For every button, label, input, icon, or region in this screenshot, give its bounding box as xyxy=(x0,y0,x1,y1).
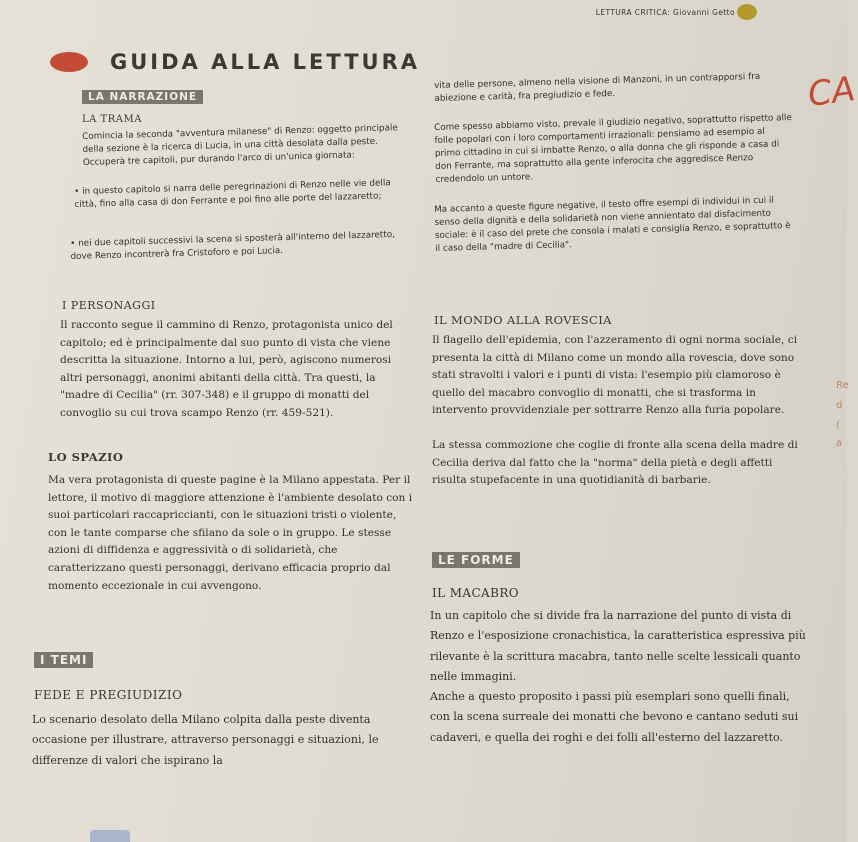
heading-personaggi: I PERSONAGGI xyxy=(62,299,156,312)
heading-rovescia: IL MONDO ALLA ROVESCIA xyxy=(434,313,612,327)
giudizio-paragraph: Come spesso abbiamo visto, prevale il giudizio negativo, soprattutto rispetto alle folle popolari con i loro comportamenti irrazionali: pensiamo ad esempio al primo cittadino in cui si imbatte Renzo, o alla donna che gli risponde a casa di don Ferrante, ma soprattutto alla gente inferocita che aggredisce Renzo credendolo un untore. xyxy=(434,113,792,185)
running-head: LETTURA CRITICA: Giovanni Getto xyxy=(595,8,735,17)
rovescia-paragraph-1: Il flagello dell'epidemia, con l'azzeramento di ogni norma sociale, ci presenta la città di Milano come un mondo alla rovescia, dove sono stati stravolti i valori e i punti di vista: l'esempio più clamoroso è quello del macabro convoglio di monatti, che si trasforma in intervento provvidenziale per sottrarre Renzo alla furia popolare. xyxy=(432,334,798,417)
edge-mark: d xyxy=(836,400,843,411)
macabro-paragraph-1: In un capitolo che si divide fra la narrazione del punto di vista di Renzo e l'esposizione cronachistica, la caratteristica espressiva più rilevante è la scrittura macabra, tanto nelle scelte lessicali quanto nelle immagini. xyxy=(430,609,806,683)
section-label-narrazione: LA NARRAZIONE xyxy=(82,90,203,104)
heading-spazio: LO SPAZIO xyxy=(48,450,124,464)
right-intro-paragraph: vita delle persone, almeno nella visione di Manzoni, in un contrapporsi fra abiezione e carità, fra pregiudizio e fede. xyxy=(434,71,761,104)
page-title: GUIDA ALLA LETTURA xyxy=(110,50,421,74)
spazio-paragraph: Ma vera protagonista di queste pagine è la Milano appestata. Per il lettore, il motivo di maggiore attenzione è l'ambiente desolato con i suoi particolari raccapriccianti, con le situazioni tristi o violente, con le tante comparse che sfilano da sole o in gruppo. Le stesse azioni di diffidenza e aggressività o di solidarietà, che caratterizzano questi personaggi, derivano efficacia proprio dal momento eccezionale in cui avvengono. xyxy=(48,474,413,592)
trama-bullet-2: • nei due capitoli successivi la scena si sposterà all'interno del lazzaretto, dove Renzo incontrerà fra Cristoforo e poi Lucia. xyxy=(70,229,396,262)
page-tab-marker xyxy=(90,830,130,842)
rovescia-paragraph-2: La stessa commozione che coglie di fronte alla scena della madre di Cecilia deriva dal fatto che la "norma" della pietà e degli affetti risulta stupefacente in una quotidianità di barbarie. xyxy=(432,439,798,487)
section-label-temi: I TEMI xyxy=(34,652,93,668)
author-badge-icon xyxy=(737,4,757,20)
heading-macabro: IL MACABRO xyxy=(432,586,520,600)
trama-bullet-1: • in questo capitolo si narra delle peregrinazioni di Renzo nelle vie della città, fino alla casa di don Ferrante e poi fino alle porte del lazzaretto; xyxy=(74,178,391,210)
macabro-paragraph-2: Anche a questo proposito i passi più esemplari sono quelli finali, con la scena surreale dei monatti che bevono e cantano seduti sui cadaveri, e quella dei roghi e dei folli all'esterno del lazzaretto. xyxy=(430,690,799,744)
fede-paragraph: Lo scenario desolato della Milano colpita dalla peste diventa occasione per illustrare, attraverso personaggi e situazioni, le differenze di valori che ispirano la xyxy=(32,713,379,767)
edge-mark: Re xyxy=(836,380,849,391)
heading-fede: FEDE E PREGIUDIZIO xyxy=(34,688,183,702)
edge-mark: ( xyxy=(836,420,840,431)
edge-mark: a xyxy=(836,438,843,449)
trama-paragraph: Comincia la seconda "avventura milanese" di Renzo: oggetto principale della sezione è la ricerca di Lucia, in una città desolata dalla peste. Occuperà tre capitoli, pur durando l'arco di un'unica giornata: xyxy=(82,123,398,168)
section-label-forme: LE FORME xyxy=(432,552,520,568)
title-badge-icon xyxy=(50,52,88,72)
personaggi-paragraph: Il racconto segue il cammino di Renzo, protagonista unico del capitolo; ed è principalmente dal suo punto di vista che viene descritta la situazione. Intorno a lui, però, agiscono numerosi altri personaggi, anonimi abitanti della città. Tra questi, la "madre di Cecilia" (rr. 307-348) e il gruppo di monatti del convoglio su cui trova scampo Renzo (rr. 459-521). xyxy=(60,319,393,419)
side-letters: CA xyxy=(805,68,858,116)
accanto-paragraph: Ma accanto a queste figure negative, il testo offre esempi di individui in cui il senso della dignità e della solidarietà non viene annientato dal disfacimento sociale: è il caso del prete che consola i malati e consiglia Renzo, e soprattutto è il caso della "madre di Cecilia". xyxy=(434,195,791,254)
heading-trama: LA TRAMA xyxy=(82,114,142,125)
